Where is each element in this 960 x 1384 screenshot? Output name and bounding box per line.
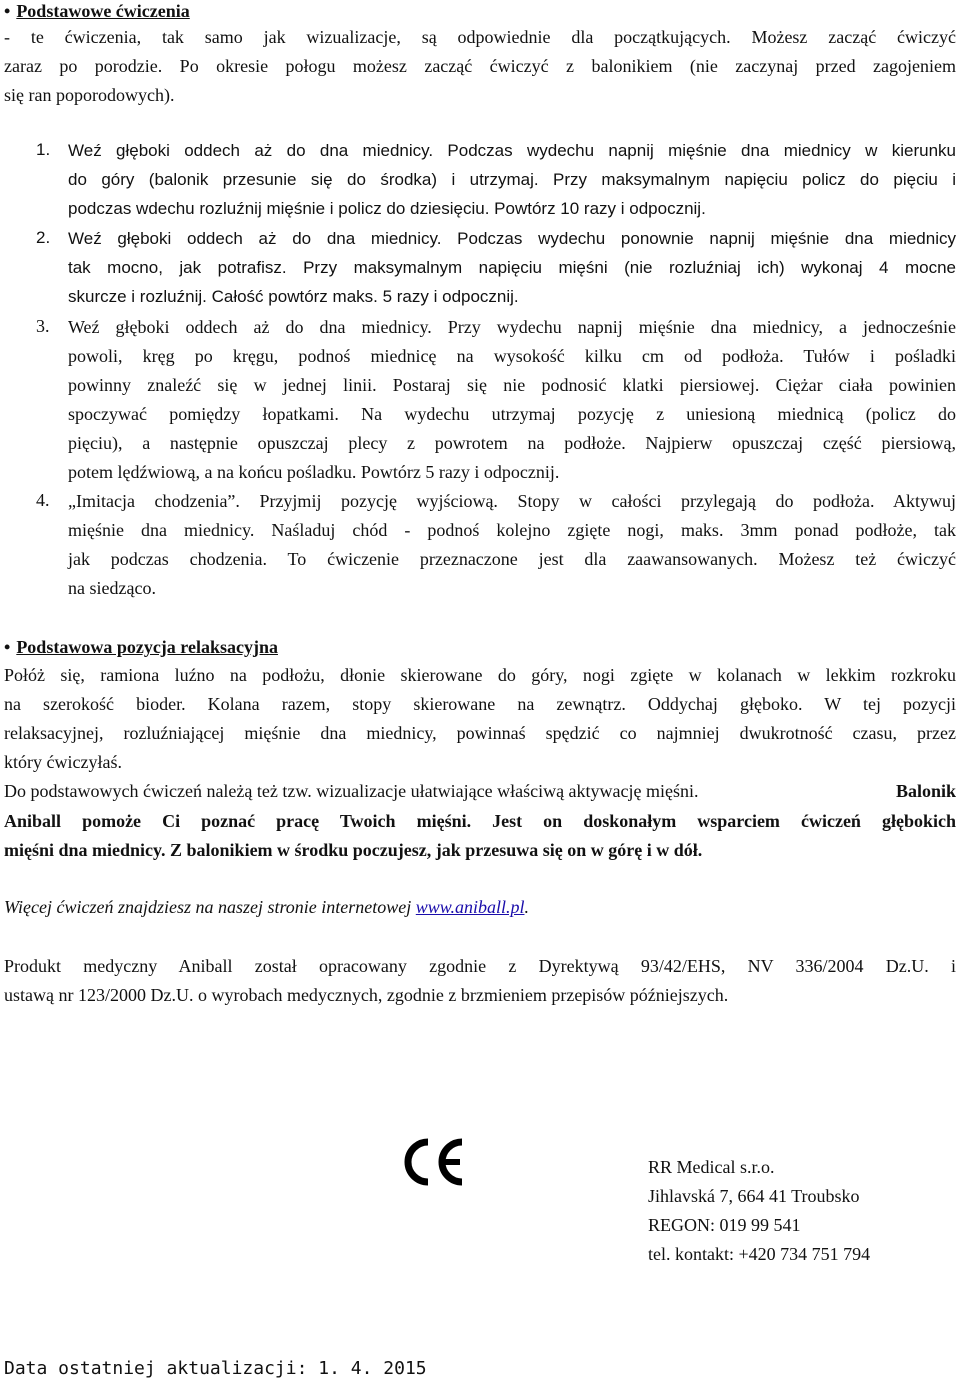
list-item-line: Weź głęboki oddech aż do dna miednicy. Przy wydechu napnij mięśnie dna miednicy, a jednocześnie <box>68 317 956 337</box>
visualization-text: Do podstawowych ćwiczeń należą też tzw. wizualizacje ułatwiające właściwą aktywację mięśni. <box>4 781 699 801</box>
list-item-line: do góry (balonik przesunie się do środka) i utrzymaj. Przy maksymalnym napięciu policz do pięciu i <box>68 170 956 189</box>
more-exercises-line <box>4 896 529 918</box>
section-heading-relaxation <box>4 636 278 658</box>
paragraph-line: który ćwiczyłaś. <box>4 752 122 772</box>
bold-paragraph-line: mięśni dna miednicy. Z balonikiem w środku poczujesz, jak przesuwa się on w górę i w dół. <box>4 840 703 860</box>
heading-text: Podstawowe ćwiczenia <box>16 1 190 21</box>
list-item-line: powoli, kręg po kręgu, podnoś miednicę na wysokość kilku cm od podłoża. Tułów i pośladki <box>68 346 956 366</box>
heading-text: Podstawowa pozycja relaksacyjna <box>16 637 278 657</box>
paragraph-line: na szerokość bioder. Kolana razem, stopy skierowane na zewnątrz. Oddychaj głęboko. W tej pozycji <box>4 694 956 714</box>
ce-mark-icon <box>402 1136 468 1188</box>
legal-line: ustawą nr 123/2000 Dz.U. o wyrobach medycznych, zgodnie z brzmieniem przepisów późniejszych. <box>4 985 729 1005</box>
list-item-line: Weź głęboki oddech aż do dna miednicy. Podczas wydechu ponownie napnij mięśnie dna miednicy <box>68 229 956 248</box>
list-item-line: jak podczas chodzenia. To ćwiczenie przeznaczone jest dla zaawansowanych. Możesz też ćwiczyć <box>68 549 956 569</box>
list-item-line: powinny znaleźć się w jednej linii. Postaraj się nie podnosić klatki piersiowej. Ciężar ciała powinien <box>68 375 956 395</box>
company-phone: tel. kontakt: +420 734 751 794 <box>648 1244 871 1264</box>
list-item-line: potem lędźwiową, a na końcu pośladku. Powtórz 5 razy i odpocznij. <box>68 462 560 482</box>
list-item-line: Weź głęboki oddech aż do dna miednicy. Podczas wydechu napnij mięśnie dna miednicy w kierunku <box>68 141 956 160</box>
list-item-line: pięciu), a następnie opuszczaj plecy z powrotem na podłoże. Najpierw opuszczaj część piersiową, <box>68 433 956 453</box>
bold-paragraph-line: Aniball pomoże Ci poznać pracę Twoich mięśni. Jest on doskonałym wsparciem ćwiczeń głębokich <box>4 811 956 831</box>
list-number: 2. <box>36 228 51 247</box>
visualization-line <box>4 780 956 802</box>
company-address: Jihlavská 7, 664 41 Troubsko <box>648 1186 860 1206</box>
list-item-line: mięśnie dna miednicy. Naśladuj chód - podnoś kolejno zgięte nogi, maks. 3mm ponad podłoże, tak <box>68 520 956 540</box>
last-update: Data ostatniej aktualizacji: 1. 4. 2015 <box>4 1358 427 1379</box>
intro-line: się ran poporodowych). <box>4 85 175 105</box>
more-text: Więcej ćwiczeń znajdziesz na naszej stronie internetowej <box>4 897 412 917</box>
list-item-line: „Imitacja chodzenia”. Przyjmij pozycję wyjściową. Stopy w całości przylegają do podłoża. Aktywuj <box>68 491 956 511</box>
website-link[interactable]: www.aniball.pl <box>415 897 525 917</box>
list-number: 4. <box>36 490 50 510</box>
intro-line: - te ćwiczenia, tak samo jak wizualizacje, są odpowiednie dla początkujących. Możesz zacząć ćwiczyć <box>4 27 956 47</box>
list-item-line: spoczywać pomiędzy łopatkami. Na wydechu utrzymaj pozycję z uniesioną miednicą (policz do <box>68 404 956 424</box>
more-end: . <box>524 897 529 917</box>
list-number: 3. <box>36 316 50 336</box>
balonik-bold: Balonik <box>895 781 956 801</box>
bullet-icon: • <box>4 637 11 657</box>
company-regon: REGON: 019 99 541 <box>648 1215 801 1235</box>
list-item-line: skurcze i rozluźnij. Całość powtórz maks. 5 razy i odpocznij. <box>68 287 519 306</box>
list-item-line: na siedząco. <box>68 578 156 598</box>
section-heading-exercises <box>4 0 190 22</box>
paragraph-line: Połóż się, ramiona luźno na podłożu, dłonie skierowane do góry, nogi zgięte w kolanach w lekkim rozkroku <box>4 665 956 685</box>
list-item-line: podczas wdechu rozluźnij mięśnie i policz do dziesięciu. Powtórz 10 razy i odpocznij. <box>68 199 706 218</box>
bullet-icon: • <box>4 1 11 21</box>
company-name: RR Medical s.r.o. <box>648 1157 775 1177</box>
intro-line: zaraz po porodzie. Po okresie połogu możesz zacząć ćwiczyć z balonikiem (nie zaczynaj przed zagojeniem <box>4 56 956 76</box>
list-number: 1. <box>36 140 51 159</box>
list-item-line: tak mocno, jak potrafisz. Przy maksymalnym napięciu mięśni (nie rozluźniaj ich) wykonaj 4 mocne <box>68 258 956 277</box>
paragraph-line: relaksacyjnej, rozluźniającej mięśnie dna miednicy, powinnaś spędzić co najmniej dwukrotność czasu, przez <box>4 723 956 743</box>
legal-line: Produkt medyczny Aniball został opracowany zgodnie z Dyrektywą 93/42/EHS, NV 336/2004 Dz.U. i <box>4 956 956 976</box>
